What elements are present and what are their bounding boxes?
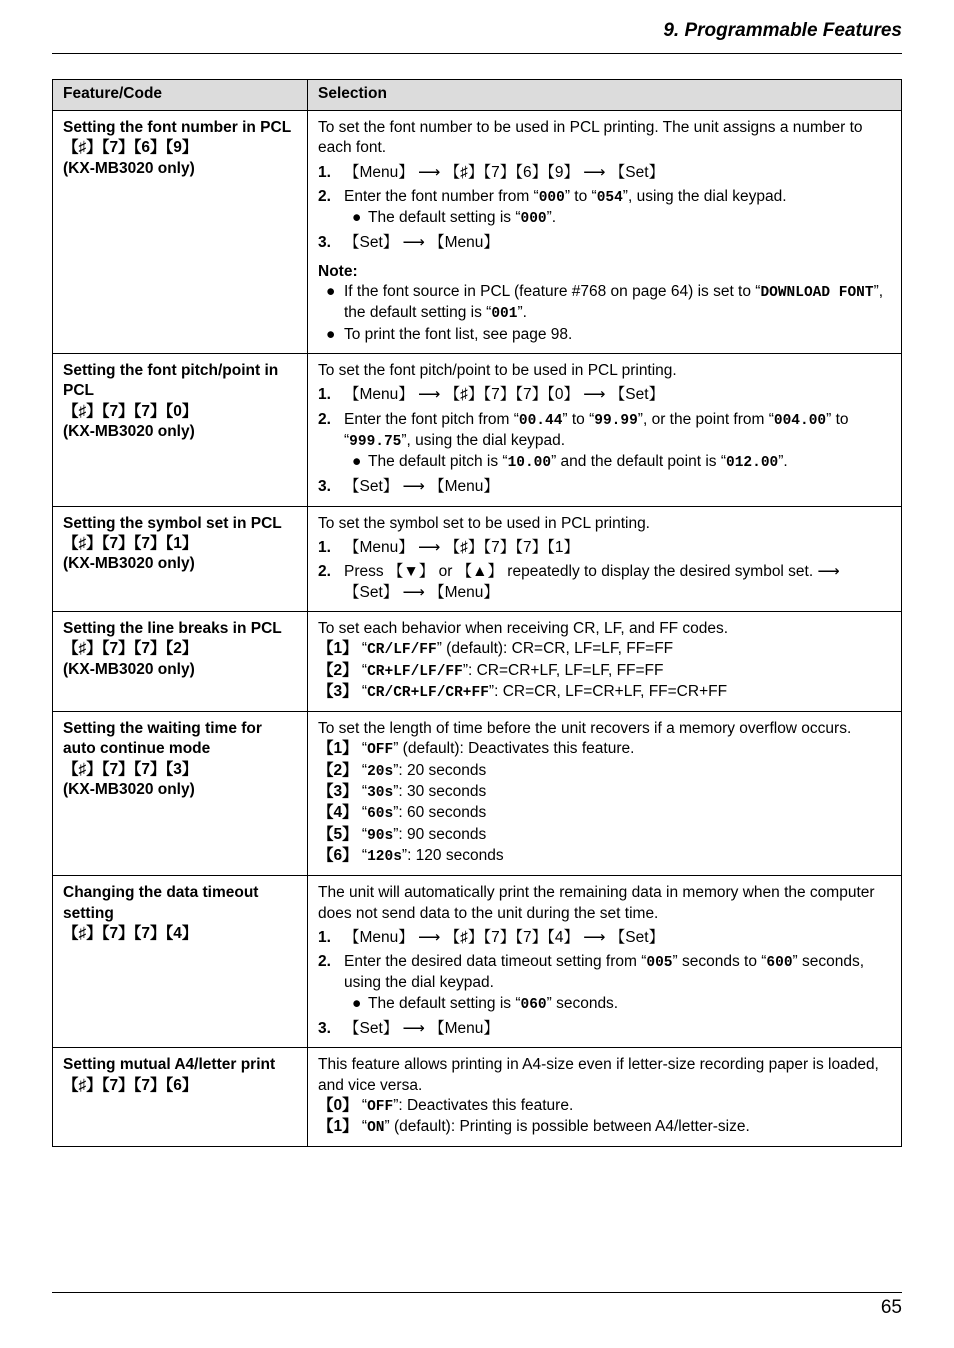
step (318, 477, 891, 497)
option-item: 【0】 “OFF”: Deactivates this feature. (318, 1096, 574, 1115)
table-row (53, 876, 902, 1048)
feature-cell (53, 506, 308, 611)
feature-model: (KX-MB3020 only) (63, 159, 195, 177)
step-text: Enter the font pitch from “00.44” to “99.99”, or the point from “004.00” to “999.75”, using the dial keypad. ● The default pitch is “10.00” and the default point is “012.00”. (344, 410, 891, 474)
column-header-feature: Feature/Code (53, 80, 308, 111)
feature-code: 【♯】【7】【7】【6】 (63, 1076, 198, 1094)
step-text: 【Set】 ⟶ 【Menu】 (344, 234, 499, 252)
feature-name: Setting the line breaks in PCL (63, 619, 282, 637)
table-header-row (53, 80, 902, 111)
feature-name: Setting mutual A4/letter print (63, 1056, 276, 1074)
option-item: 【3】 “CR/CR+LF/CR+FF”: CR=CR, LF=CR+LF, FF=CR+FF (318, 682, 728, 701)
step (318, 928, 891, 948)
step-text: 【Menu】 ⟶ 【♯】【7】【7】【0】 ⟶ 【Set】 (344, 386, 665, 404)
step-text: Enter the desired data timeout setting from “005” seconds to “600” seconds, using the dial keypad. ● The default setting is “060” seconds. (344, 952, 891, 1015)
step (318, 538, 891, 558)
option-item: 【1】 “ON” (default): Printing is possible between A4/letter-size. (318, 1118, 750, 1137)
sub-bullet: ● The default setting is “000”. (344, 208, 891, 229)
feature-cell (53, 353, 308, 506)
option-item: 【1】 “CR/LF/FF” (default): CR=CR, LF=LF, FF=FF (318, 640, 674, 659)
feature-code: 【♯】【7】【7】【2】 (63, 640, 198, 658)
feature-name: Setting the font number in PCL (63, 119, 292, 136)
step-text: Enter the font number from “000” to “054”, using the dial keypad. ● The default setting is “000”. (344, 187, 891, 230)
section-title: 9. Programmable Features (663, 20, 902, 41)
selection-intro: To set each behavior when receiving CR, LF, and FF codes. (318, 619, 729, 637)
table-row (53, 611, 902, 711)
selection-intro: The unit will automatically print the remaining data in memory when the computer does not send data to the unit during the set time. (318, 884, 875, 922)
option-item: 【4】 “60s”: 60 seconds (318, 804, 487, 823)
step-number: 2. (318, 410, 331, 428)
option-item: 【5】 “90s”: 90 seconds (318, 825, 487, 844)
feature-model: (KX-MB3020 only) (63, 422, 195, 440)
step-text: 【Menu】 ⟶ 【♯】【7】【7】【4】 ⟶ 【Set】 (344, 928, 665, 946)
step-number: 1. (318, 163, 331, 181)
step-text: 【Menu】 ⟶ 【♯】【7】【6】【9】 ⟶ 【Set】 (344, 163, 665, 181)
note-item: ● To print the font list, see page 98. (318, 325, 891, 345)
features-table (52, 79, 902, 1147)
feature-code: 【♯】【7】【7】【4】 (63, 924, 198, 942)
step-number: 2. (318, 563, 331, 581)
bullet-icon: ● (326, 283, 336, 301)
feature-code: 【♯】【7】【7】【1】 (63, 535, 198, 553)
feature-name: Setting the symbol set in PCL (63, 514, 282, 532)
feature-cell (53, 876, 308, 1048)
selection-cell (308, 353, 902, 506)
feature-model: (KX-MB3020 only) (63, 781, 195, 799)
option-item: 【1】 “OFF” (default): Deactivates this feature. (318, 740, 635, 759)
step (318, 233, 891, 253)
step-text: 【Set】 ⟶ 【Menu】 (344, 1019, 499, 1037)
bullet-icon: ● (352, 209, 362, 227)
feature-name: Setting the font pitch/point in PCL (63, 361, 279, 400)
step-number: 1. (318, 539, 331, 557)
sub-bullet: ● The default setting is “060” seconds. (344, 994, 891, 1015)
selection-cell (308, 876, 902, 1048)
table-row (53, 353, 902, 506)
note-title: Note: (318, 262, 358, 280)
sub-bullet: ● The default pitch is “10.00” and the default point is “012.00”. (344, 452, 891, 473)
step-number: 2. (318, 953, 331, 971)
table-row (53, 1048, 902, 1147)
step (318, 187, 891, 230)
table-row (53, 111, 902, 354)
step (318, 385, 891, 405)
table-row (53, 712, 902, 876)
header-rule (52, 53, 902, 54)
feature-name: Setting the waiting time for auto continue mode (63, 720, 262, 758)
selection-cell (308, 111, 902, 354)
step (318, 562, 891, 603)
selection-cell (308, 1048, 902, 1147)
feature-code: 【♯】【7】【7】【3】 (63, 760, 198, 778)
step (318, 952, 891, 1015)
feature-model: (KX-MB3020 only) (63, 660, 195, 678)
option-item: 【2】 “CR+LF/LF/FF”: CR=CR+LF, LF=LF, FF=FF (318, 661, 664, 680)
feature-name: Changing the data timeout setting (63, 884, 259, 922)
step-number: 1. (318, 928, 331, 946)
feature-cell (53, 611, 308, 711)
column-header-selection: Selection (308, 80, 902, 111)
step-number: 1. (318, 386, 331, 404)
step-text: 【Menu】 ⟶ 【♯】【7】【7】【1】 (344, 539, 579, 557)
step-number: 3. (318, 1019, 331, 1037)
step (318, 410, 891, 474)
step-number: 3. (318, 478, 331, 496)
bullet-icon: ● (352, 453, 362, 471)
bullet-icon: ● (326, 325, 336, 343)
selection-intro: To set the symbol set to be used in PCL printing. (318, 514, 650, 532)
bullet-icon: ● (352, 994, 362, 1012)
step (318, 163, 891, 183)
feature-cell (53, 111, 308, 354)
option-item: 【2】 “20s”: 20 seconds (318, 761, 487, 780)
step-text: Press 【▼】 or 【▲】 repeatedly to display the desired symbol set. ⟶ 【Set】 ⟶ 【Menu】 (344, 563, 840, 601)
step-number: 3. (318, 234, 331, 252)
selection-intro: To set the font number to be used in PCL printing. The unit assigns a number to each font. (318, 119, 863, 157)
selection-intro: To set the length of time before the unit recovers if a memory overflow occurs. (318, 720, 852, 738)
selection-cell (308, 506, 902, 611)
option-item: 【6】 “120s”: 120 seconds (318, 846, 504, 865)
feature-cell (53, 1048, 308, 1147)
table-row (53, 506, 902, 611)
step-number: 2. (318, 187, 331, 205)
selection-intro: To set the font pitch/point to be used in PCL printing. (318, 361, 677, 379)
page-number: 65 (880, 1297, 902, 1318)
note-item: ● If the font source in PCL (feature #768 on page 64) is set to “DOWNLOAD FONT”, the default setting is “001”. (318, 282, 891, 325)
step (318, 1019, 891, 1039)
selection-intro: This feature allows printing in A4-size even if letter-size recording paper is loaded, and vice versa. (318, 1056, 879, 1094)
feature-cell (53, 712, 308, 876)
option-item: 【3】 “30s”: 30 seconds (318, 783, 487, 802)
footer-rule (52, 1292, 902, 1293)
step-text: 【Set】 ⟶ 【Menu】 (344, 478, 499, 496)
selection-cell (308, 611, 902, 711)
selection-cell (308, 712, 902, 876)
feature-code: 【♯】【7】【6】【9】 (63, 139, 198, 157)
feature-model: (KX-MB3020 only) (63, 555, 195, 573)
feature-code: 【♯】【7】【7】【0】 (63, 402, 198, 420)
